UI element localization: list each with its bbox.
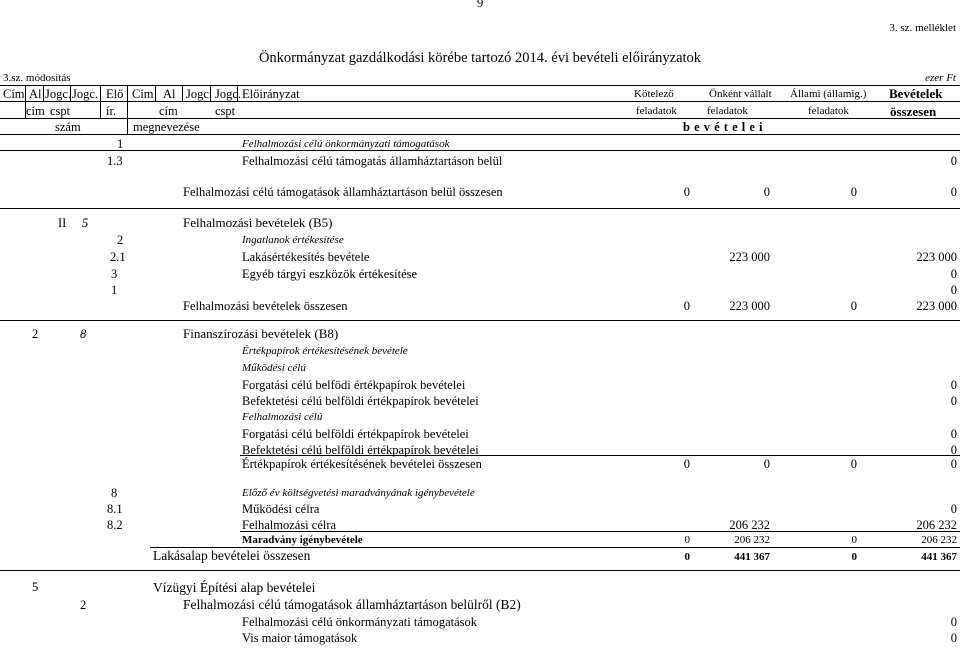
row-total: 0: [950, 631, 957, 645]
header-ir: ír.: [106, 104, 117, 118]
row-total: 0: [950, 394, 957, 408]
row-code: 1: [117, 137, 124, 151]
header-top-line: [0, 85, 960, 86]
row-total: 0: [950, 378, 957, 392]
header-megnevezes: megnevezése: [133, 120, 200, 134]
row-total: 206 232: [916, 518, 957, 532]
header-jogc3: Jogc.: [215, 87, 242, 101]
subtotal-label: Értékpapírok értékesítésének bevételei összesen: [242, 457, 482, 471]
header-line-3: [0, 118, 960, 119]
subtotal-label: Felhalmozási bevételek összesen: [183, 299, 348, 313]
row-code: 8.2: [107, 518, 123, 532]
subtotal-line: [240, 455, 960, 456]
row-label: Ingatlanok értékesítése: [242, 234, 344, 246]
row-total: 0: [950, 615, 957, 629]
subtotal-kotelezo: 0: [683, 299, 690, 313]
modification-label: 3.sz. módosítás: [3, 72, 71, 84]
grand-total-label: Lakásalap bevételei összesen: [153, 548, 311, 563]
subtotal-onkent: 223 000: [729, 299, 770, 313]
row-label: Befektetési célú belföldi értékpapírok bevételei: [242, 443, 479, 457]
row-label: Felhalmozási célú önkormányzati támogatások: [242, 138, 450, 150]
subtotal-label: Felhalmozási célú támogatások államháztartáson belül összesen: [183, 185, 503, 199]
header-elo: Elő: [106, 87, 124, 101]
row-label: Felhalmozási célú támogatás államháztartáson belül: [242, 154, 503, 168]
row-total: 0: [950, 283, 957, 297]
subtotal-total: 223 000: [916, 299, 957, 313]
header-divider: [100, 85, 101, 118]
subtotal-allami: 0: [851, 534, 857, 546]
subtotal-kotelezo: 0: [683, 185, 690, 199]
section-line: [0, 208, 960, 209]
section-heading: Vízügyi Építési alap bevételei: [153, 580, 316, 595]
annex-label: 3. sz. melléklet: [889, 22, 956, 34]
subtotal-line: [240, 531, 960, 532]
row-code: 1.3: [107, 154, 123, 168]
total-onkent: 441 367: [734, 551, 770, 563]
section-line: [0, 570, 960, 571]
header-divider: [127, 85, 128, 134]
row-onkent: 223 000: [729, 250, 770, 264]
header-al: Al: [29, 87, 42, 101]
header-line-5: [0, 150, 960, 151]
header-osszesen: összesen: [890, 104, 937, 119]
header-onkent: Önként vállalt: [709, 88, 772, 100]
row-total: 0: [950, 443, 957, 457]
header-cim3: cím: [159, 104, 178, 118]
subtotal-onkent: 206 232: [734, 534, 770, 546]
row-total: 0: [950, 154, 957, 168]
header-allami: Állami (államig.): [790, 88, 867, 100]
header-cspt: cspt: [50, 104, 71, 118]
row-total: 0: [950, 427, 957, 441]
row-code: 2.1: [110, 250, 126, 264]
row-code: 1: [111, 283, 118, 297]
row-total: 0: [950, 267, 957, 281]
total-kotelezo: 0: [684, 551, 690, 563]
section-heading: Felhalmozási célú támogatások államháztartáson belülről (B2): [183, 597, 521, 612]
page-title: Önkormányzat gazdálkodási körébe tartozó 2014. évi bevételi előirányzatok: [258, 50, 702, 66]
header-cim: cím: [26, 104, 45, 118]
header-cim2: Cím: [132, 87, 154, 101]
subtotal-kotelezo: 0: [684, 534, 690, 546]
row-code: 2: [117, 233, 124, 247]
header-divider: [43, 85, 44, 101]
subtotal-allami: 0: [850, 299, 857, 313]
subtotal-allami: 0: [850, 185, 857, 199]
total-total: 441 367: [921, 551, 957, 563]
subtotal-total: 0: [950, 185, 957, 199]
row-label: Lakásértékesítés bevétele: [242, 250, 370, 264]
row-onkent: 206 232: [729, 518, 770, 532]
section-heading: Finanszírozási bevételek (B8): [183, 326, 339, 341]
header-szam: szám: [55, 120, 81, 134]
row-label: Működési célra: [242, 502, 320, 516]
row-code: 3: [111, 267, 118, 281]
header-jogc2: Jogc.: [186, 87, 213, 101]
header-jogc: Jogc.: [45, 87, 72, 101]
subtotal-allami: 0: [850, 457, 857, 471]
header-al2: Al: [163, 87, 176, 101]
row-code: 2: [80, 598, 87, 612]
header-kotelezo: Kötelező: [634, 88, 674, 100]
row-code: 5: [32, 580, 39, 594]
header-feladatok-2: feladatok: [707, 105, 748, 117]
row-code: II: [58, 216, 67, 230]
row-label: Egyéb tárgyi eszközök értékesítése: [242, 267, 418, 281]
total-allami: 0: [851, 551, 857, 563]
unit-label: ezer Ft: [925, 72, 956, 84]
section-line: [0, 320, 960, 321]
header-bevetelek: Bevételek: [889, 86, 943, 101]
row-label: Értékpapírok értékesítésének bevétele: [242, 345, 408, 357]
header-eloiranyzat: Előirányzat: [242, 87, 300, 101]
header-feladatok-1: feladatok: [636, 105, 677, 117]
row-label: Vis maior támogatások: [242, 631, 358, 645]
row-code: 5: [82, 216, 89, 230]
row-label: Felhalmozási célra: [242, 518, 337, 532]
subtotal-onkent: 0: [763, 185, 770, 199]
row-total: 0: [950, 502, 957, 516]
row-code: 2: [32, 327, 39, 341]
row-label: Felhalmozási célú: [242, 411, 323, 423]
subtotal-total: 0: [950, 457, 957, 471]
header-divider: [155, 85, 156, 101]
header-cspt2: cspt: [215, 104, 236, 118]
row-label: Befektetési célú belföldi értékpapírok bevételei: [242, 394, 479, 408]
subtotal-total: 206 232: [921, 534, 957, 546]
row-label: Forgatási célú belföldi értékpapírok bevételei: [242, 427, 469, 441]
row-label: Előző év költségvetési maradványának igénybevétele: [242, 487, 475, 499]
page-number: 9: [477, 0, 484, 10]
section-heading: Felhalmozási bevételek (B5): [183, 215, 333, 230]
subtotal-label: Maradvány igénybevétele: [242, 534, 363, 546]
subtotal-kotelezo: 0: [683, 457, 690, 471]
header-feladatok-3: feladatok: [808, 105, 849, 117]
row-label: Működési célú: [242, 362, 306, 374]
subtotal-onkent: 0: [763, 457, 770, 471]
header-bevetelei: b e v é t e l e i: [683, 120, 764, 134]
row-label: Felhalmozási célú önkormányzati támogatások: [242, 615, 477, 629]
row-label: Forgatási célú belfödi értékpapírok bevételei: [242, 378, 466, 392]
row-code: 8.1: [107, 502, 123, 516]
header-jogc: Jogc.: [72, 87, 99, 101]
header-divider: [182, 85, 183, 101]
row-code: 8: [111, 486, 118, 500]
header-cim: Cím: [3, 87, 25, 101]
row-total: 223 000: [916, 250, 957, 264]
row-code: 8: [80, 327, 87, 341]
